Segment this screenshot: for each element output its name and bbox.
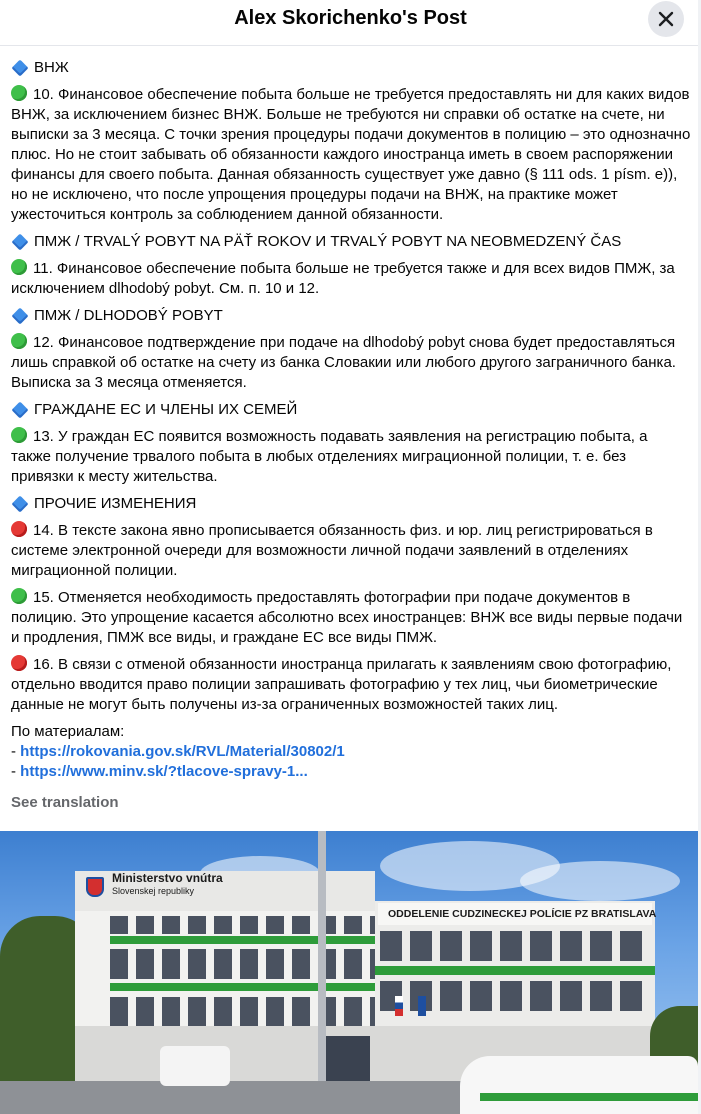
list-item <box>11 521 691 581</box>
list-item-text: 14. В тексте закона явно прописывается обязанность физ. и юр. лиц регистрироваться в системе электронной очереди для возможности личной подачи заявлений в отделениях миграционной полиции. <box>11 522 653 579</box>
blue-diamond-icon <box>12 234 29 251</box>
section-heading-text: ВНЖ <box>34 59 69 76</box>
photo-entrance <box>320 1036 370 1081</box>
green-circle-icon <box>11 85 27 101</box>
section-heading <box>11 58 691 78</box>
red-circle-icon <box>11 521 27 537</box>
source-link-rokovania[interactable]: https://rokovania.gov.sk/RVL/Material/30802/1 <box>20 743 345 760</box>
list-item <box>11 333 691 393</box>
list-item-text: 12. Финансовое подтверждение при подаче на dlhodobý pobyt снова будет предоставляться лишь справкой об остатке на счету из банка Словакии или любого другого заграничного банка. Выписка за 3 месяца отменяется. <box>11 334 676 391</box>
photo-flag-slovakia <box>395 996 403 1016</box>
section-heading <box>11 306 691 326</box>
post-photo[interactable] <box>0 831 698 1114</box>
photo-sign-ministry-line2: Slovenskej republiky <box>112 886 195 896</box>
dialog-header <box>0 0 701 46</box>
list-item-text: 10. Финансовое обеспечение побыта больше не требуется предоставлять ни для каких видов ВНЖ, за исключением бизнес ВНЖ. Больше не требуются ни справки об остатке на счете, ни выписки за 3 месяца. С точки зрения процедуры подачи документов в полицию – это однозначно плюс. Но не стоит забывать об обязанности каждого иностранца иметь в своем распоряжении финансы для своего побыта. Данная обязанность существует уже давно (§ 111 ods. 1 písm. e)), но не исключено, что после упрощения процедуры подачи на ВНЖ, на практике может ужесточиться контроль за соблюдением данной обязанности. <box>11 86 691 223</box>
section-heading-text: ПРОЧИЕ ИЗМЕНЕНИЯ <box>34 495 197 512</box>
link-prefix: - <box>11 743 21 760</box>
source-line-1 <box>11 742 691 762</box>
blue-diamond-icon <box>12 60 29 77</box>
photo-police-car-stripe <box>480 1093 698 1101</box>
section-heading-text: ПМЖ / DLHODOBÝ POBYT <box>34 307 223 324</box>
photo-department-sign: ODDELENIE CUDZINECKEJ POLÍCIE PZ BRATISLAVA <box>388 908 657 920</box>
photo-windows <box>110 997 375 1027</box>
photo-windows <box>110 949 375 979</box>
green-circle-icon <box>11 259 27 275</box>
green-circle-icon <box>11 588 27 604</box>
blue-diamond-icon <box>12 402 29 419</box>
section-heading <box>11 494 691 514</box>
sources-block <box>11 722 691 782</box>
section-heading-text: ПМЖ / TRVALÝ POBYT NA PÄŤ ROKOV И TRVALÝ POBYT NA NEOBMEDZENÝ ČAS <box>34 233 622 250</box>
green-circle-icon <box>11 333 27 349</box>
list-item <box>11 85 691 225</box>
section-heading <box>11 232 691 252</box>
photo-green-band <box>375 966 655 975</box>
close-button[interactable] <box>648 1 684 37</box>
list-item-text: 16. В связи с отменой обязанности иностранца прилагать к заявлениям свою фотографию, отдельно вводится право полиции запрашивать фотографию у тех лиц, чьи биометрические данные не могут быть получены из-за ограниченных возможностей таких лиц. <box>11 656 672 713</box>
list-item <box>11 427 691 487</box>
photo-green-band <box>110 983 375 991</box>
green-circle-icon <box>11 427 27 443</box>
post-sections <box>11 58 691 715</box>
section-heading-text: ГРАЖДАНЕ ЕС И ЧЛЕНЫ ИХ СЕМЕЙ <box>34 401 298 418</box>
photo-lamp-pole <box>318 831 326 1114</box>
red-circle-icon <box>11 655 27 671</box>
see-translation-button[interactable]: See translation <box>11 794 119 811</box>
list-item-text: 13. У граждан ЕС появится возможность подавать заявления на регистрацию побыта, а также получение трвалого побыта в любых отделениях миграционной полиции, т. е. без привязки к месту жительства. <box>11 428 648 485</box>
link-prefix: - <box>11 763 21 780</box>
photo-green-band <box>110 936 375 944</box>
source-link-minv[interactable]: https://www.minv.sk/?tlacove-spravy-1... <box>20 763 308 780</box>
close-icon <box>658 11 674 27</box>
list-item <box>11 259 691 299</box>
list-item-text: 15. Отменяется необходимость предоставлять фотографии при подаче документов в полицию. Это упрощение касается абсолютно всех иностранцев: ВНЖ все виды первые подачи и продления, ПМЖ все виды, и граждане ЕС все виды ПМЖ. <box>11 589 683 646</box>
photo-sign-ministry-line1: Ministerstvo vnútra <box>112 871 223 885</box>
section-heading <box>11 400 691 420</box>
photo-police-car <box>460 1056 698 1114</box>
photo-van <box>160 1046 230 1086</box>
photo-flag-eu <box>418 996 426 1016</box>
blue-diamond-icon <box>12 496 29 513</box>
photo-windows <box>380 931 650 961</box>
list-item-text: 11. Финансовое обеспечение побыта больше не требуется также и для всех видов ПМЖ, за исключением dlhodobý pobyt. См. п. 10 и 12. <box>11 260 675 297</box>
list-item <box>11 655 691 715</box>
source-line-2 <box>11 762 691 782</box>
list-item <box>11 588 691 648</box>
sources-label: По материалам: <box>11 723 125 740</box>
photo-cloud <box>520 861 680 901</box>
dialog-title: Alex Skorichenko's Post <box>234 7 467 29</box>
photo-windows <box>110 916 375 934</box>
blue-diamond-icon <box>12 308 29 325</box>
post-body <box>11 58 691 813</box>
